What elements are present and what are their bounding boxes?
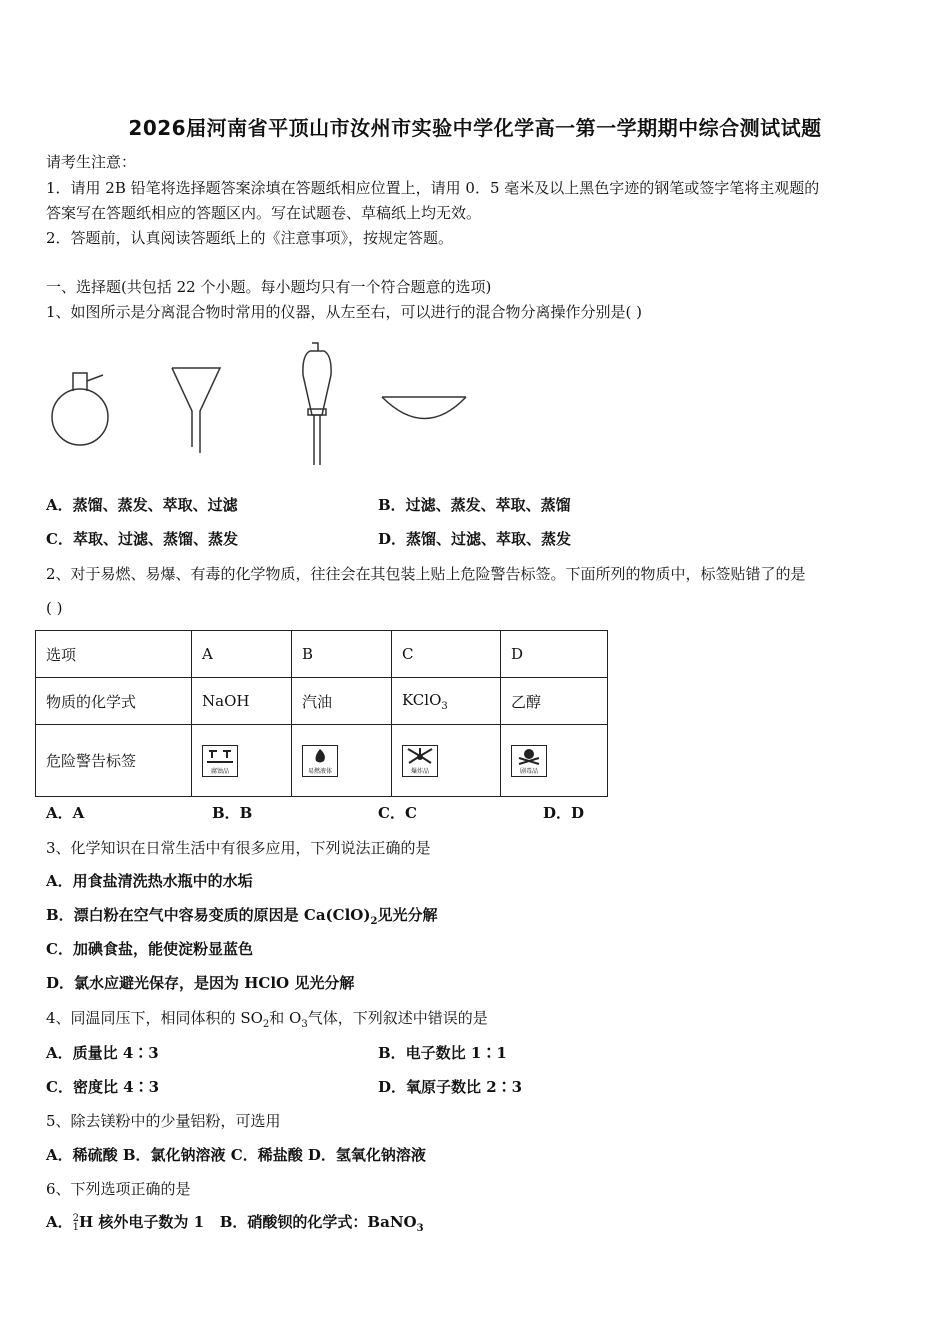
notice-line-1b: 答案写在答题纸相应的答题区内。写在试题卷、草稿纸上均无效。 — [46, 204, 482, 222]
table-cell — [392, 678, 501, 725]
table-cell — [392, 725, 501, 797]
q3-option-b-tail: 见光分解 — [377, 906, 438, 924]
sign-label: 剧毒品 — [519, 767, 538, 775]
evaporating-dish-icon — [382, 397, 466, 419]
q3-option-c: C．加碘食盐，能使淀粉显蓝色 — [46, 940, 253, 958]
q3-option-a: A．用食盐清洗热水瓶中的水垢 — [46, 872, 253, 890]
sign-label: 爆炸品 — [410, 767, 429, 775]
q2-option-a: A．A — [46, 804, 85, 822]
q5-stem: 5、除去镁粉中的少量铝粉，可选用 — [46, 1112, 281, 1130]
atomic-number: 1 — [72, 1222, 80, 1233]
corrosive-sign-icon — [202, 745, 238, 777]
table-cell: 危险警告标签 — [36, 725, 192, 797]
separatory-funnel-icon — [303, 343, 331, 465]
q3-option-b — [46, 904, 437, 927]
q4-option-b: B．电子数比 1∶1 — [378, 1044, 507, 1062]
table-cell: 乙醇 — [501, 678, 608, 725]
formula-subscript: 3 — [441, 700, 448, 712]
section-heading: 一、选择题(共包括 22 个小题。每小题均只有一个符合题意的选项) — [46, 278, 492, 296]
flask-icon — [52, 373, 108, 445]
q6-option-a-text: H 核外电子数为 1 — [79, 1213, 205, 1231]
page-title: 2026届河南省平顶山市汝州市实验中学化学高一第一学期期中综合测试试题 — [128, 116, 822, 140]
q6-option-b-text: B．硝酸钡的化学式：BaNO — [219, 1213, 417, 1231]
q3-option-d: D．氯水应避光保存，是因为 HClO 见光分解 — [46, 974, 355, 992]
q1-option-b: B．过滤、蒸发、萃取、蒸馏 — [378, 496, 571, 514]
table-cell — [501, 725, 608, 797]
q1-option-c: C．萃取、过滤、蒸馏、蒸发 — [46, 530, 238, 548]
q4-stem — [46, 1007, 488, 1030]
table-header: A — [192, 631, 292, 678]
q1-stem: 1、如图所示是分离混合物时常用的仪器，从左至右，可以进行的混合物分离操作分别是( ) — [46, 303, 643, 321]
q4-stem-c: 气体，下列叙述中错误的是 — [307, 1009, 488, 1027]
notice-line-1a: 1．请用 2B 铅笔将选择题答案涂填在答题纸相应位置上，请用 0．5 毫米及以上黑色字迹的钢笔或签字笔将主观题的 — [46, 179, 820, 197]
flammable-sign-icon — [302, 745, 338, 777]
table-header: D — [501, 631, 608, 678]
table-cell: 汽油 — [292, 678, 392, 725]
q4-option-c: C．密度比 4∶3 — [46, 1078, 160, 1096]
table-header: B — [292, 631, 392, 678]
q5-options: A．稀硫酸 B．氯化钠溶液 C．稀盐酸 D．氢氧化钠溶液 — [46, 1146, 426, 1164]
q4-subscript-so2: 2 — [262, 1019, 270, 1030]
q1-option-a: A．蒸馏、蒸发、萃取、过滤 — [46, 496, 238, 514]
q1-option-d: D．蒸馏、过滤、萃取、蒸发 — [378, 530, 572, 548]
q2-option-b: B．B — [212, 804, 253, 822]
hazard-table — [35, 630, 608, 797]
table-header: C — [392, 631, 501, 678]
q3-option-b-text: B．漂白粉在空气中容易变质的原因是 Ca(ClO) — [46, 906, 371, 924]
q2-option-d: D．D — [543, 804, 585, 822]
table-cell — [292, 725, 392, 797]
q6-option-b-subscript: 3 — [416, 1223, 424, 1234]
q4-option-d: D．氧原子数比 2∶3 — [378, 1078, 523, 1096]
notice-line-2: 2．答题前，认真阅读答题纸上的《注意事项》，按规定答题。 — [46, 229, 454, 247]
q3-stem: 3、化学知识在日常生活中有很多应用，下列说法正确的是 — [46, 839, 431, 857]
explosive-sign-icon — [402, 745, 438, 777]
mass-number: 2 — [72, 1213, 80, 1224]
q6-option-a-label: A． — [46, 1213, 73, 1231]
sign-label: 腐蚀品 — [210, 767, 229, 775]
table-cell: NaOH — [192, 678, 292, 725]
q4-option-a: A．质量比 4∶3 — [46, 1044, 159, 1062]
sign-label: 易燃液体 — [307, 767, 332, 775]
q2-paren: ( ) — [46, 599, 63, 617]
funnel-icon — [172, 368, 220, 453]
q6-options — [46, 1211, 424, 1234]
table-cell — [192, 725, 292, 797]
table-header: 选项 — [36, 631, 192, 678]
toxic-sign-icon — [511, 745, 547, 777]
q2-stem: 2、对于易燃、易爆、有毒的化学物质，往往会在其包装上贴上危险警告标签。下面所列的物质中，标签贴错了的是 — [46, 565, 806, 583]
q6-stem: 6、下列选项正确的是 — [46, 1180, 191, 1198]
q4-stem-a: 4、同温同压下，相同体积的 SO — [46, 1009, 263, 1027]
notice-heading: 请考生注意： — [46, 153, 137, 171]
q4-subscript-o3: 3 — [301, 1019, 308, 1030]
apparatus-figure — [40, 335, 480, 475]
table-cell: 物质的化学式 — [36, 678, 192, 725]
formula-kclo: KClO — [402, 690, 442, 709]
q4-stem-b: 和 O — [269, 1009, 302, 1027]
q2-option-c: C．C — [378, 804, 417, 822]
q3-option-b-subscript: 2 — [370, 916, 378, 927]
